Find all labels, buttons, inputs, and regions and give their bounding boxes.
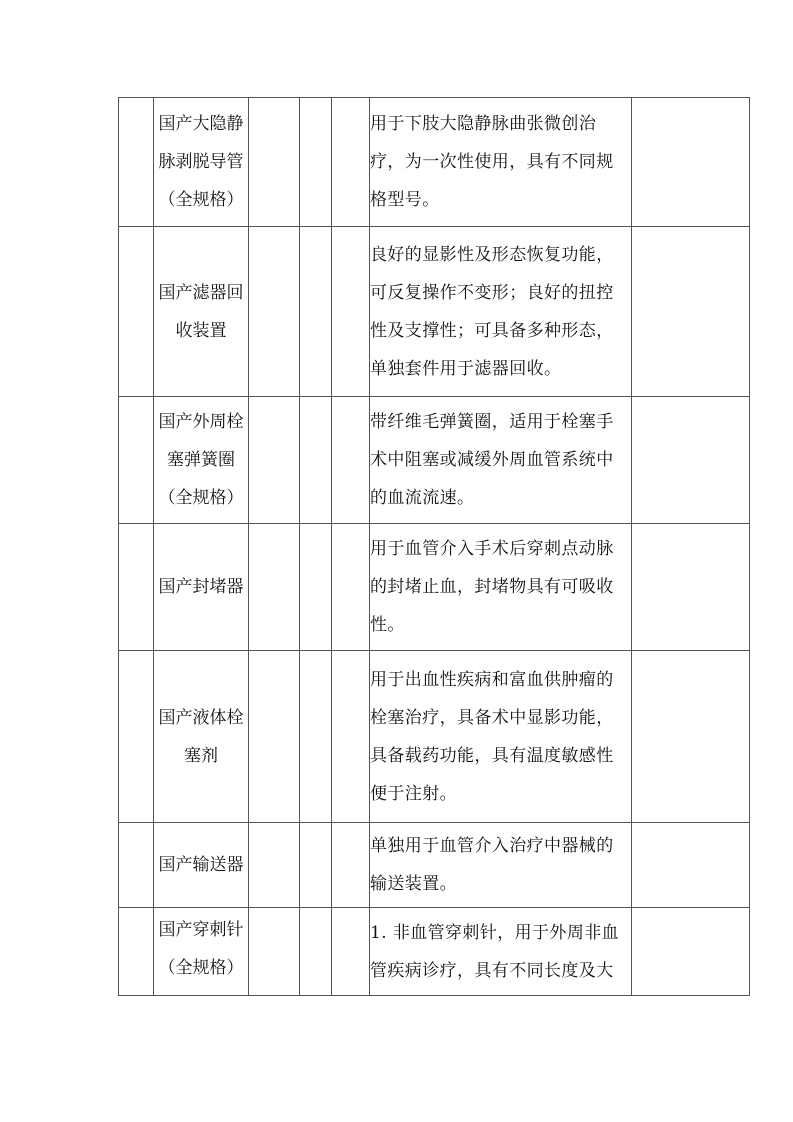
description-line: 可反复操作不变形；良好的扭控	[370, 282, 614, 303]
empty-cell	[249, 397, 300, 524]
index-cell	[119, 908, 154, 996]
index-cell	[119, 651, 154, 823]
remarks-cell	[632, 524, 750, 651]
description-line: 便于注射。	[370, 783, 457, 804]
product-name-line: 塞剂	[184, 745, 218, 766]
description-cell	[370, 908, 632, 996]
index-cell	[119, 397, 154, 524]
empty-cell	[249, 651, 300, 823]
description-line: 具备载药功能，具有温度敏感性	[370, 745, 614, 766]
description-line: 带纤维毛弹簧圈，适用于栓塞手	[370, 412, 614, 432]
description-line: 用于下肢大隐静脉曲张微创治	[370, 114, 597, 134]
remarks-cell	[632, 227, 750, 397]
table-row	[119, 908, 750, 996]
description-line: 疗，为一次性使用，具有不同规	[370, 152, 614, 172]
remarks-cell	[632, 823, 750, 908]
product-name-cell	[154, 227, 249, 397]
product-name-line: 国产输送器	[158, 855, 244, 875]
description-line: 输送装置。	[370, 874, 457, 894]
table-row	[119, 823, 750, 908]
description-line: 1. 非血管穿刺针，用于外周非血	[370, 922, 620, 943]
empty-cell	[300, 98, 332, 227]
product-name-line: （全规格）	[158, 958, 244, 978]
description-line: 用于血管介入手术后穿刺点动脉	[370, 539, 614, 559]
index-cell	[119, 98, 154, 227]
remarks-cell	[632, 908, 750, 996]
table-row	[119, 651, 750, 823]
empty-cell	[300, 397, 332, 524]
remarks-cell	[632, 651, 750, 823]
table-row	[119, 397, 750, 524]
remarks-cell	[632, 397, 750, 524]
description-cell	[370, 524, 632, 651]
empty-cell	[332, 908, 370, 996]
empty-cell	[249, 98, 300, 227]
empty-cell	[332, 823, 370, 908]
table-row	[119, 227, 750, 397]
product-name-line: （全规格）	[158, 190, 244, 210]
product-name-line: 塞弹簧圈	[167, 450, 235, 470]
product-name-line: 国产滤器回	[158, 282, 244, 303]
remarks-cell	[632, 98, 750, 227]
description-cell	[370, 227, 632, 397]
description-line: 单独用于血管介入治疗中器械的	[370, 836, 614, 856]
product-name-cell	[154, 98, 249, 227]
empty-cell	[249, 908, 300, 996]
description-line: 格型号。	[370, 190, 440, 210]
empty-cell	[300, 823, 332, 908]
description-cell	[370, 651, 632, 823]
empty-cell	[300, 524, 332, 651]
index-cell	[119, 524, 154, 651]
description-line: 栓塞治疗，具备术中显影功能，	[370, 707, 614, 728]
description-line: 术中阻塞或减缓外周血管系统中	[370, 450, 614, 470]
index-cell	[119, 823, 154, 908]
empty-cell	[332, 227, 370, 397]
empty-cell	[332, 98, 370, 227]
index-cell	[119, 227, 154, 397]
description-cell	[370, 397, 632, 524]
empty-cell	[300, 651, 332, 823]
empty-cell	[249, 823, 300, 908]
description-line: 的封堵止血，封堵物具有可吸收	[370, 577, 614, 597]
description-cell	[370, 98, 632, 227]
empty-cell	[300, 908, 332, 996]
table-row	[119, 524, 750, 651]
product-name-line: 收装置	[175, 320, 227, 341]
product-name-cell	[154, 397, 249, 524]
empty-cell	[300, 227, 332, 397]
empty-cell	[332, 397, 370, 524]
product-name-line: 国产外周栓	[158, 412, 244, 432]
description-line: 管疾病诊疗，具有不同长度及大	[370, 960, 614, 981]
description-line: 性及支撑性；可具备多种形态，	[370, 320, 614, 341]
product-name-line: 国产封堵器	[158, 577, 244, 597]
product-name-cell	[154, 908, 249, 996]
description-line: 单独套件用于滤器回收。	[370, 358, 562, 379]
table-row	[119, 98, 750, 227]
description-line: 用于出血性疾病和富血供肿瘤的	[370, 669, 614, 690]
empty-cell	[332, 651, 370, 823]
product-name-cell	[154, 651, 249, 823]
description-line: 性。	[370, 615, 405, 635]
product-name-line: 国产穿刺针	[158, 920, 244, 940]
product-name-line: 国产液体栓	[158, 707, 244, 728]
description-line: 的血流流速。	[370, 488, 475, 508]
description-cell	[370, 823, 632, 908]
empty-cell	[249, 227, 300, 397]
product-name-cell	[154, 823, 249, 908]
product-name-line: 脉剥脱导管	[158, 152, 244, 172]
empty-cell	[249, 524, 300, 651]
description-line: 良好的显影性及形态恢复功能，	[370, 244, 614, 265]
product-name-line: （全规格）	[158, 488, 244, 508]
product-name-line: 国产大隐静	[158, 114, 244, 134]
product-table	[118, 97, 750, 996]
product-name-cell	[154, 524, 249, 651]
empty-cell	[332, 524, 370, 651]
